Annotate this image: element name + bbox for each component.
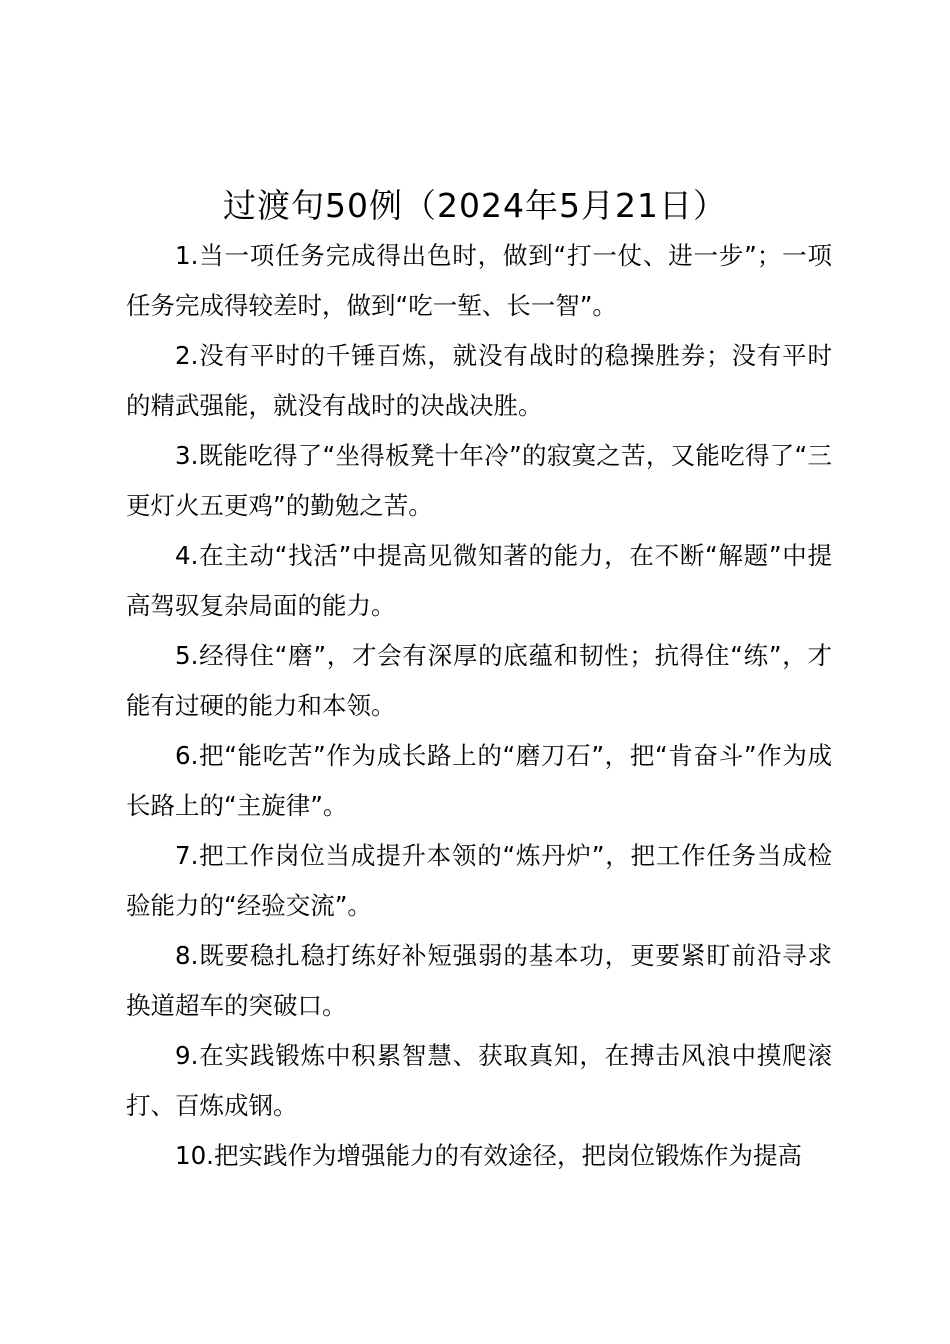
- paragraph-2: 2.没有平时的千锤百炼，就没有战时的稳操胜券；没有平时的精武强能，就没有战时的决战决胜。: [126, 341, 832, 420]
- paragraph-7: 7.把工作岗位当成提升本领的“炼丹炉”，把工作任务当成检验能力的“经验交流”。: [126, 841, 832, 920]
- paragraph-8: 8.既要稳扎稳打练好补短强弱的基本功，更要紧盯前沿寻求换道超车的突破口。: [126, 941, 832, 1020]
- paragraph-10: 10.把实践作为增强能力的有效途径，把岗位锻炼作为提高: [175, 1141, 802, 1170]
- document-title: 过渡句50例（2024年5月21日）: [223, 186, 727, 225]
- paragraph-3: 3.既能吃得了“坐得板凳十年冷”的寂寞之苦，又能吃得了“三更灯火五更鸡”的勤勉之苦。: [126, 441, 832, 520]
- document-body: [126, 231, 832, 1181]
- paragraph-5: 5.经得住“磨”，才会有深厚的底蕴和韧性；抗得住“练”，才能有过硬的能力和本领。: [126, 641, 832, 720]
- paragraph-9: 9.在实践锻炼中积累智慧、获取真知，在搏击风浪中摸爬滚打、百炼成钢。: [126, 1041, 832, 1120]
- paragraph-1: 1.当一项任务完成得出色时，做到“打一仗、进一步”；一项任务完成得较差时，做到“吃一堑、长一智”。: [126, 241, 832, 320]
- paragraph-4: 4.在主动“找活”中提高见微知著的能力，在不断“解题”中提高驾驭复杂局面的能力。: [126, 541, 832, 620]
- paragraph-6: 6.把“能吃苦”作为成长路上的“磨刀石”，把“肯奋斗”作为成长路上的“主旋律”。: [126, 741, 832, 820]
